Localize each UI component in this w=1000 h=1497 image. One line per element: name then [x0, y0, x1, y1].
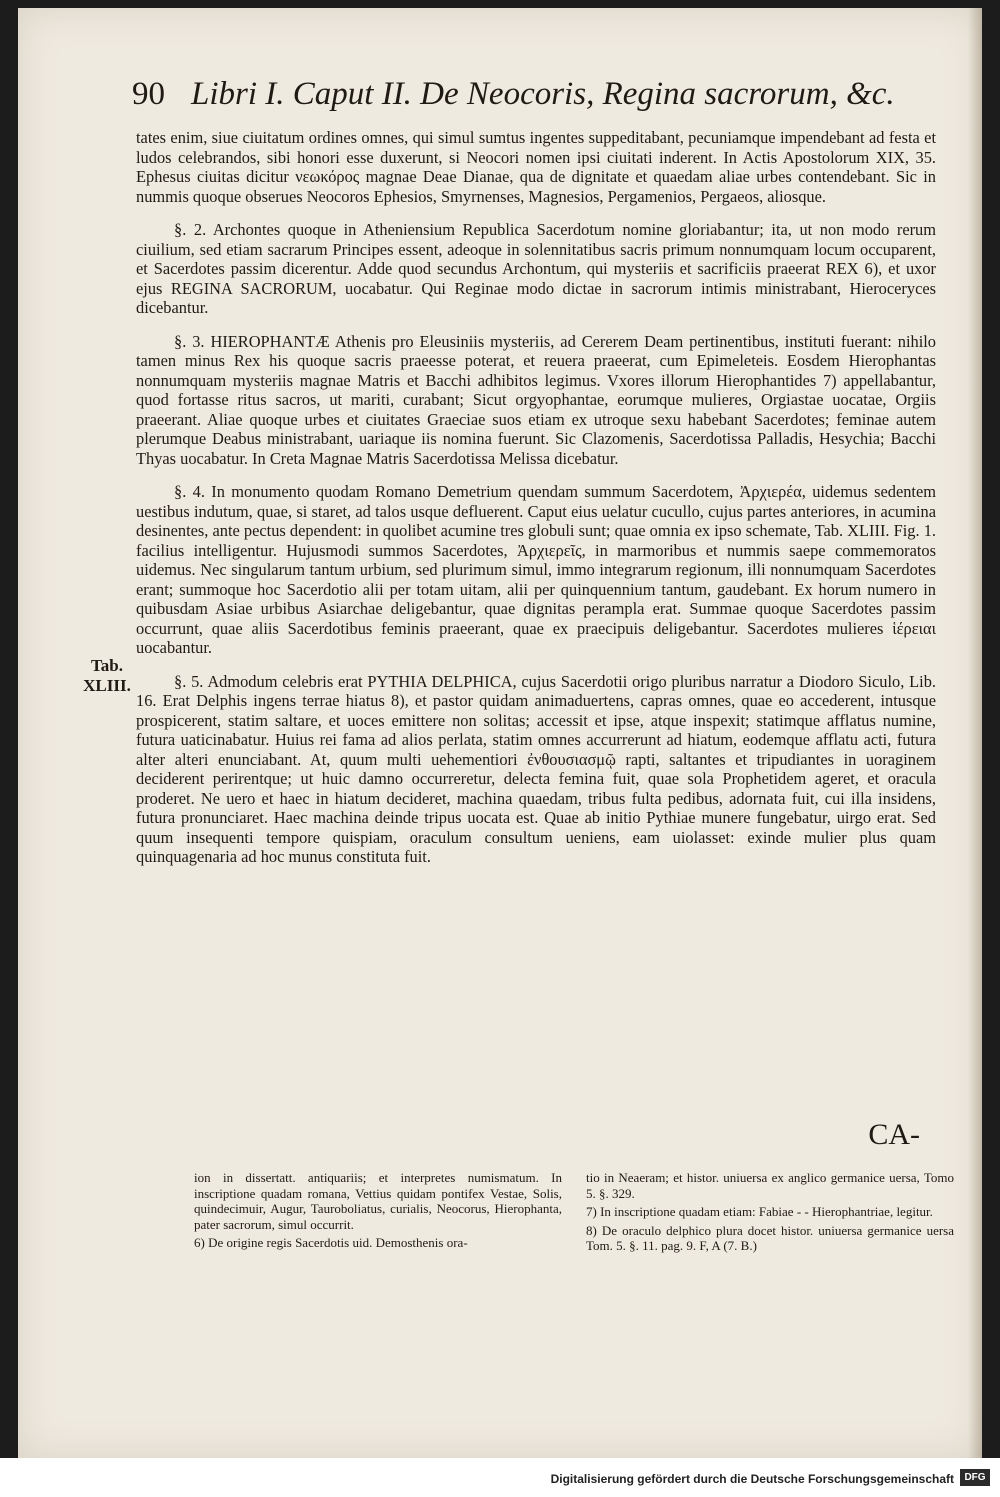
paragraph-section-4: §. 4. In monumento quodam Romano Demetrium quendam summum Sacerdotem, Ἀρχιερέα, uidemus sedentem uestibus indutum, quae, si staret, ad talos usque defluerent. Caput eius uelatur cucullo, cujus partes anteriores, in acumina desinentes, ante pectus dependent: in quolibet acumine tres globuli sunt; quae omnia ex ipso schemate, Tab. XLIII. Fig. 1. facilius intelligentur. Hujusmodi summos Sacerdotes, Ἀρχιερεῖς, in marmoribus et nummis saepe commemoratos uidemus. Nec singularum tantum urbium, sed plurimum simul, immo integrarum regionum, illi nonnumquam Sacerdotes erant; summoque hoc Sacerdotio alii per totam uitam, alii per quinquennium tantum, gaudebant. Ex horum numero in quibusdam Asiae urbibus Asiarchae deligebantur, quae dignitas perampla erat. Summae quoque Sacerdotes passim occurrunt, quae aliis Sacerdotibus feminis praeerant, quae ex praecipuis deligebantur. Sacerdotes mulieres ἱέρειαι uocabantur.: [136, 482, 936, 657]
page-number: 90: [132, 76, 165, 112]
running-title: Libri I. Caput II. De Neocoris, Regina sacrorum, &c.: [191, 76, 895, 112]
footnote-6-continuation: tio in Neaeram; et histor. uniuersa ex anglico germanice uersa, Tomo 5. §. 329.: [586, 1170, 954, 1201]
footnote-8: 8) De oraculo delphico plura docet histor. uniuersa germanice uersa Tom. 5. §. 11. pag. 9. F, A (7. B.): [586, 1222, 954, 1253]
page-edge-shadow: [968, 8, 982, 1458]
paragraph-section-5: §. 5. Admodum celebris erat PYTHIA DELPHICA, cujus Sacerdotii origo pluribus narratur a Diodoro Siculo, Lib. 16. Erat Delphis ingens terrae hiatus 8), et pastor quidam animaduertens, capras omnes, quae eo accederent, intusque prospicerent, statim saltare, et uoces emittere non solitas; accessit et ipse, atque inspexit; statimque afflatus numine, futura uaticinabatur. Huius rei fama ad alios perlata, statim omnes accurrerunt ad hiatum, eodemque afflatu acti, futura alter alteri enunciabant. At, quum multi uehementiori ἐνθουσιασμῷ rapti, saltantes et tripudiantes in uoraginem deciderent perirentque; ut huic damno occurreretur, delecta femina fuit, quae sola Prophetidem ageret, et oracula proderet. Ne uero et haec in hiatum decideret, machina quaedam, tribus fulta pedibus, adornata fuit, cui illa insidens, futura pronunciaret. Haec machina deinde tripus uocata est. Quae ab initio Pythiae munere fungebatur, uirgo erat. Sed quum insequenti tempore quispiam, oraculum consultum ueniens, eam uiolasset: exinde mulier plus quam quinquagenaria ad hoc munus constituta fuit.: [136, 671, 936, 866]
footnote-7: 7) In inscriptione quadam etiam: Fabiae - - Hierophantriae, legitur.: [586, 1204, 933, 1219]
funding-credit: Digitalisierung gefördert durch die Deutsche Forschungsgemeinschaft: [550, 1472, 954, 1486]
book-page: [18, 8, 982, 1458]
footnote-continuation: ion in dissertatt. antiquariis; et interpretes numismatum. In inscriptione quadam romana, Vettius quidam pontifex Vestae, Solis, quindecimuir, Augur, Tauroboliatus, curialis, Neocorus, Hierophanta, pater sacrorum, simul occurrit.: [194, 1170, 562, 1232]
footnote-6: 6) De origine regis Sacerdotis uid. Demosthenis ora-: [194, 1235, 468, 1250]
footnote-column-right: [586, 1170, 954, 1257]
running-head: [132, 74, 932, 114]
margin-note: Tab. XLIII.: [83, 656, 131, 695]
paragraph-continuation: tates enim, siue ciuitatum ordines omnes, qui simul sumtus ingentes suppeditabant, pecuniamque impendebant ad festa et ludos celebrandos, sibi honori esse duxerunt, si Neocori nomen ipsi ciuitati inderent. In Actis Apostolorum XIX, 35. Ephesus ciuitas dicitur νεωκόρος magnae Deae Dianae, qua de dignitate et quaedam aliae urbes contendebant. Sic in nummis quoque obserues Neocoros Ephesios, Smyrnenses, Magnesios, Pergamenios, Pergaeos, aliosque.: [136, 128, 936, 206]
main-text: [136, 128, 936, 881]
footnotes: [194, 1170, 954, 1257]
footnote-column-left: [194, 1170, 562, 1257]
dfg-logo-icon: DFG: [960, 1469, 990, 1486]
paragraph-section-2: §. 2. Archontes quoque in Atheniensium Republica Sacerdotum nomine gloriabantur; ita, ut non modo rerum ciuilium, sed etiam sacrarum Principes essent, adeoque in solennitatibus sacris primum nonnumquam locum occuparent, et Sacerdotes passim dicerentur. Adde quod secundus Archontum, qui mysteriis et sacrificiis praeerat REX 6), et uxor ejus REGINA SACRORUM, uocabatur. Qui Reginae modo dictae in sacrorum intimis ministrabant, Hieroceryces dicebantur.: [136, 220, 936, 317]
digitization-footer: [0, 1458, 1000, 1497]
paragraph-section-3: §. 3. HIEROPHANTÆ Athenis pro Eleusiniis mysteriis, ad Cererem Deam pertinentibus, instituti fuerant: nihilo tamen minus Rex his quoque sacris praeesse poterat, et reuera praeerat, cum Epimeleteis. Eosdem Hierophantas nonnumquam mysteriis magnae Matris et Bacchi adhibitos legimus. Vxores illorum Hierophantides 7) appellabantur, quod fortasse ritus sacros, ut mariti, curabant; Sicut orgyophantae, eorumque mulieres, Orgiastae uocatae, Orgiis praeerant. Aliae quoque urbes et ciuitates Graeciae suos etiam ex utroque sexu habebant Sacerdotes; feminae autem plerumque Deabus ministrabant, uariaque iis nomina fuerunt. Sic Clazomenis, Sacerdotissa Palladis, Hesychia; Bacchi Thyas uocabatur. In Creta Magnae Matris Sacerdotissa Melissa dicebatur.: [136, 331, 936, 468]
catchword: CA-: [868, 1118, 920, 1151]
